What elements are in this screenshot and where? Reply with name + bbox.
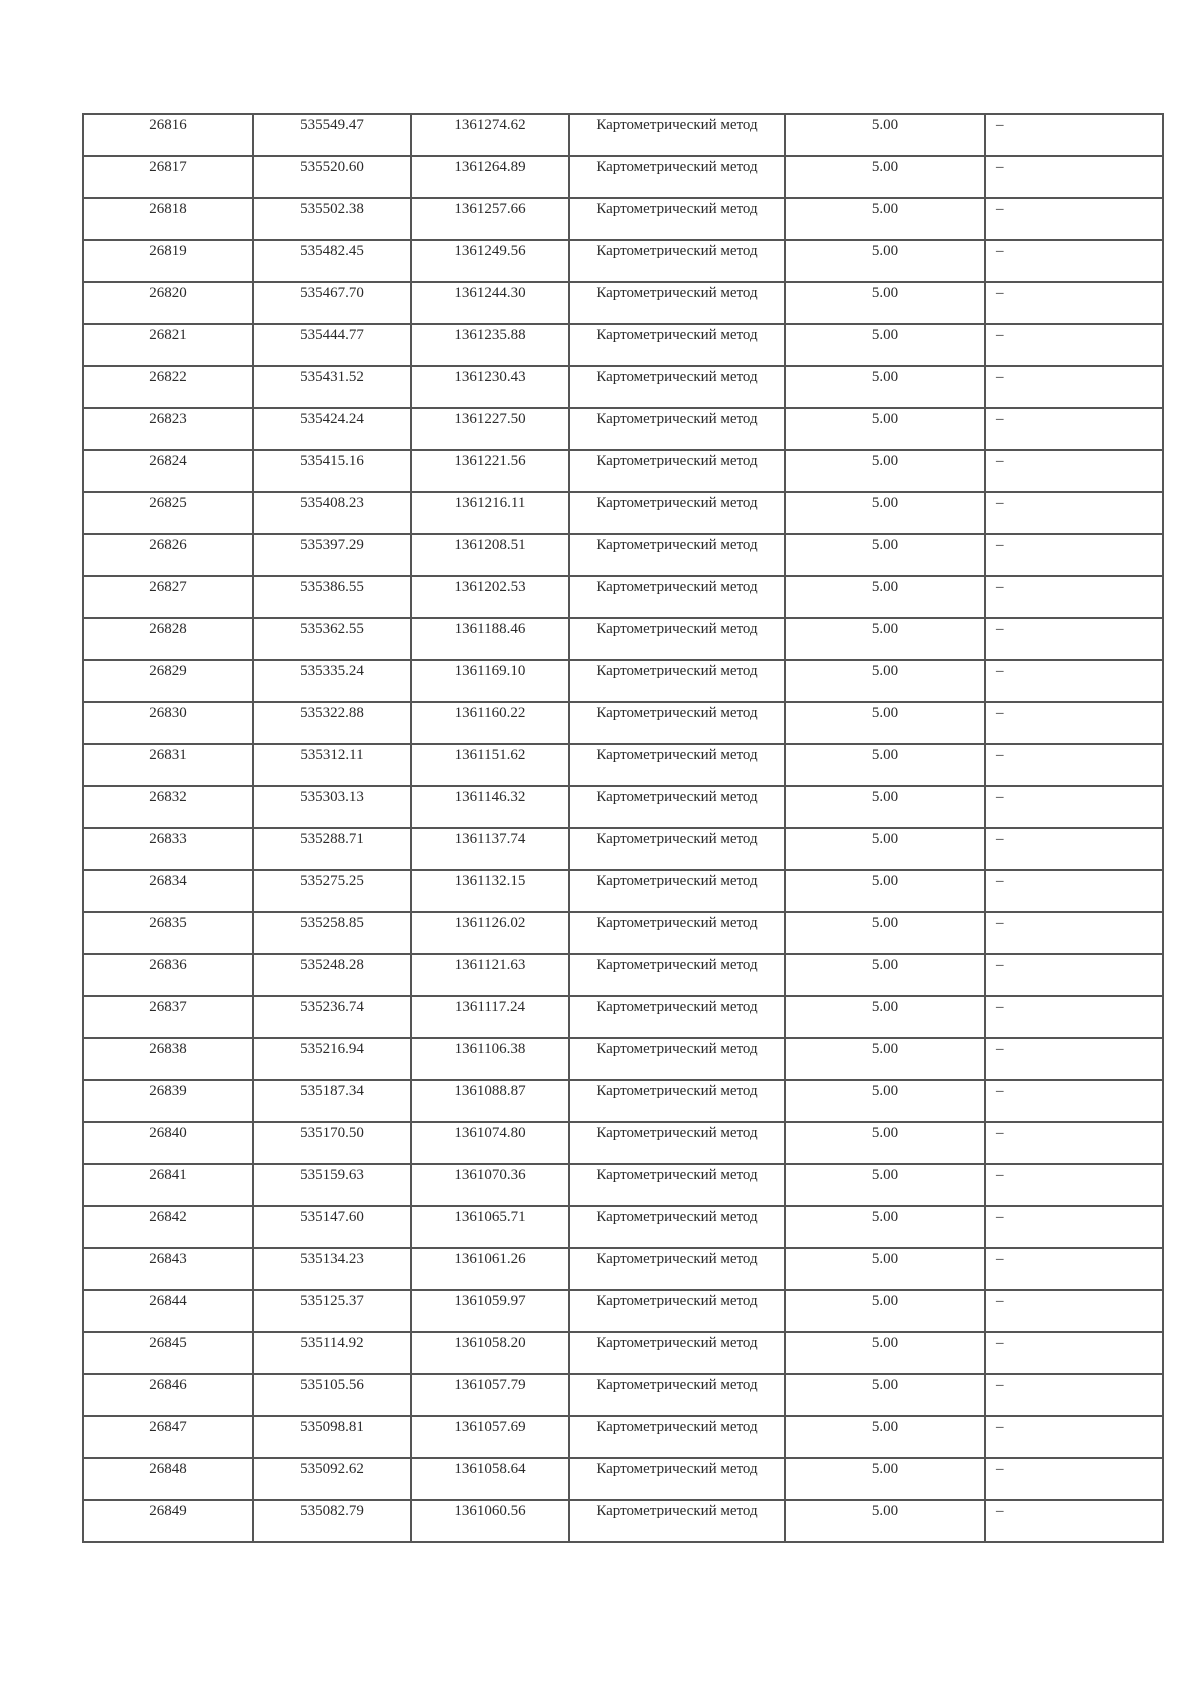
accuracy-cell: 5.00: [785, 702, 985, 744]
point-number-cell: 26816: [83, 114, 253, 156]
note-cell: –: [985, 1038, 1163, 1080]
method-cell: Картометрический метод: [569, 954, 785, 996]
point-number-cell: 26840: [83, 1122, 253, 1164]
accuracy-cell: 5.00: [785, 786, 985, 828]
point-number-cell: 26832: [83, 786, 253, 828]
table-row: [83, 366, 1163, 408]
point-number-cell: 26829: [83, 660, 253, 702]
accuracy-cell: 5.00: [785, 660, 985, 702]
y-coordinate-cell: 1361146.32: [411, 786, 569, 828]
y-coordinate-cell: 1361264.89: [411, 156, 569, 198]
y-coordinate-cell: 1361060.56: [411, 1500, 569, 1542]
y-coordinate-cell: 1361061.26: [411, 1248, 569, 1290]
accuracy-cell: 5.00: [785, 408, 985, 450]
accuracy-cell: 5.00: [785, 198, 985, 240]
y-coordinate-cell: 1361249.56: [411, 240, 569, 282]
note-cell: –: [985, 282, 1163, 324]
y-coordinate-cell: 1361160.22: [411, 702, 569, 744]
point-number-cell: 26825: [83, 492, 253, 534]
y-coordinate-cell: 1361188.46: [411, 618, 569, 660]
x-coordinate-cell: 535082.79: [253, 1500, 411, 1542]
point-number-cell: 26844: [83, 1290, 253, 1332]
method-cell: Картометрический метод: [569, 1290, 785, 1332]
accuracy-cell: 5.00: [785, 870, 985, 912]
accuracy-cell: 5.00: [785, 1038, 985, 1080]
y-coordinate-cell: 1361058.64: [411, 1458, 569, 1500]
accuracy-cell: 5.00: [785, 576, 985, 618]
table-row: [83, 240, 1163, 282]
x-coordinate-cell: 535303.13: [253, 786, 411, 828]
method-cell: Картометрический метод: [569, 450, 785, 492]
method-cell: Картометрический метод: [569, 744, 785, 786]
point-number-cell: 26849: [83, 1500, 253, 1542]
coordinates-table: [82, 113, 1164, 1543]
method-cell: Картометрический метод: [569, 366, 785, 408]
point-number-cell: 26822: [83, 366, 253, 408]
accuracy-cell: 5.00: [785, 618, 985, 660]
method-cell: Картометрический метод: [569, 1500, 785, 1542]
accuracy-cell: 5.00: [785, 156, 985, 198]
method-cell: Картометрический метод: [569, 618, 785, 660]
note-cell: –: [985, 408, 1163, 450]
table-row: [83, 1374, 1163, 1416]
point-number-cell: 26828: [83, 618, 253, 660]
note-cell: –: [985, 954, 1163, 996]
method-cell: Картометрический метод: [569, 786, 785, 828]
method-cell: Картометрический метод: [569, 1080, 785, 1122]
note-cell: –: [985, 114, 1163, 156]
table-row: [83, 1206, 1163, 1248]
method-cell: Картометрический метод: [569, 1416, 785, 1458]
x-coordinate-cell: 535335.24: [253, 660, 411, 702]
accuracy-cell: 5.00: [785, 1500, 985, 1542]
note-cell: –: [985, 1416, 1163, 1458]
note-cell: –: [985, 786, 1163, 828]
accuracy-cell: 5.00: [785, 996, 985, 1038]
method-cell: Картометрический метод: [569, 1374, 785, 1416]
x-coordinate-cell: 535397.29: [253, 534, 411, 576]
method-cell: Картометрический метод: [569, 1122, 785, 1164]
note-cell: –: [985, 744, 1163, 786]
accuracy-cell: 5.00: [785, 1458, 985, 1500]
table-row: [83, 492, 1163, 534]
method-cell: Картометрический метод: [569, 702, 785, 744]
y-coordinate-cell: 1361221.56: [411, 450, 569, 492]
point-number-cell: 26847: [83, 1416, 253, 1458]
y-coordinate-cell: 1361274.62: [411, 114, 569, 156]
point-number-cell: 26841: [83, 1164, 253, 1206]
x-coordinate-cell: 535288.71: [253, 828, 411, 870]
x-coordinate-cell: 535467.70: [253, 282, 411, 324]
point-number-cell: 26817: [83, 156, 253, 198]
x-coordinate-cell: 535258.85: [253, 912, 411, 954]
y-coordinate-cell: 1361244.30: [411, 282, 569, 324]
y-coordinate-cell: 1361088.87: [411, 1080, 569, 1122]
table-body: [83, 114, 1163, 1542]
y-coordinate-cell: 1361057.69: [411, 1416, 569, 1458]
point-number-cell: 26831: [83, 744, 253, 786]
y-coordinate-cell: 1361230.43: [411, 366, 569, 408]
y-coordinate-cell: 1361074.80: [411, 1122, 569, 1164]
point-number-cell: 26827: [83, 576, 253, 618]
x-coordinate-cell: 535248.28: [253, 954, 411, 996]
method-cell: Картометрический метод: [569, 534, 785, 576]
note-cell: –: [985, 324, 1163, 366]
y-coordinate-cell: 1361058.20: [411, 1332, 569, 1374]
x-coordinate-cell: 535408.23: [253, 492, 411, 534]
x-coordinate-cell: 535362.55: [253, 618, 411, 660]
accuracy-cell: 5.00: [785, 1164, 985, 1206]
y-coordinate-cell: 1361117.24: [411, 996, 569, 1038]
table-row: [83, 828, 1163, 870]
y-coordinate-cell: 1361208.51: [411, 534, 569, 576]
table-row: [83, 618, 1163, 660]
table-row: [83, 1038, 1163, 1080]
note-cell: –: [985, 702, 1163, 744]
table-row: [83, 870, 1163, 912]
method-cell: Картометрический метод: [569, 114, 785, 156]
method-cell: Картометрический метод: [569, 282, 785, 324]
accuracy-cell: 5.00: [785, 114, 985, 156]
accuracy-cell: 5.00: [785, 1122, 985, 1164]
table-row: [83, 702, 1163, 744]
y-coordinate-cell: 1361216.11: [411, 492, 569, 534]
method-cell: Картометрический метод: [569, 240, 785, 282]
note-cell: –: [985, 576, 1163, 618]
table-row: [83, 198, 1163, 240]
point-number-cell: 26845: [83, 1332, 253, 1374]
accuracy-cell: 5.00: [785, 240, 985, 282]
method-cell: Картометрический метод: [569, 1248, 785, 1290]
point-number-cell: 26821: [83, 324, 253, 366]
x-coordinate-cell: 535431.52: [253, 366, 411, 408]
table-row: [83, 744, 1163, 786]
note-cell: –: [985, 1122, 1163, 1164]
method-cell: Картометрический метод: [569, 1164, 785, 1206]
y-coordinate-cell: 1361202.53: [411, 576, 569, 618]
note-cell: –: [985, 1164, 1163, 1206]
point-number-cell: 26839: [83, 1080, 253, 1122]
accuracy-cell: 5.00: [785, 282, 985, 324]
point-number-cell: 26837: [83, 996, 253, 1038]
note-cell: –: [985, 366, 1163, 408]
note-cell: –: [985, 1458, 1163, 1500]
x-coordinate-cell: 535386.55: [253, 576, 411, 618]
table-row: [83, 156, 1163, 198]
point-number-cell: 26823: [83, 408, 253, 450]
y-coordinate-cell: 1361065.71: [411, 1206, 569, 1248]
point-number-cell: 26826: [83, 534, 253, 576]
y-coordinate-cell: 1361106.38: [411, 1038, 569, 1080]
x-coordinate-cell: 535424.24: [253, 408, 411, 450]
accuracy-cell: 5.00: [785, 366, 985, 408]
method-cell: Картометрический метод: [569, 576, 785, 618]
point-number-cell: 26834: [83, 870, 253, 912]
note-cell: –: [985, 534, 1163, 576]
point-number-cell: 26835: [83, 912, 253, 954]
y-coordinate-cell: 1361257.66: [411, 198, 569, 240]
table-row: [83, 282, 1163, 324]
point-number-cell: 26846: [83, 1374, 253, 1416]
method-cell: Картометрический метод: [569, 870, 785, 912]
x-coordinate-cell: 535125.37: [253, 1290, 411, 1332]
x-coordinate-cell: 535092.62: [253, 1458, 411, 1500]
accuracy-cell: 5.00: [785, 324, 985, 366]
note-cell: –: [985, 156, 1163, 198]
method-cell: Картометрический метод: [569, 828, 785, 870]
y-coordinate-cell: 1361070.36: [411, 1164, 569, 1206]
y-coordinate-cell: 1361057.79: [411, 1374, 569, 1416]
note-cell: –: [985, 450, 1163, 492]
table-row: [83, 660, 1163, 702]
accuracy-cell: 5.00: [785, 954, 985, 996]
table-row: [83, 954, 1163, 996]
x-coordinate-cell: 535549.47: [253, 114, 411, 156]
point-number-cell: 26819: [83, 240, 253, 282]
accuracy-cell: 5.00: [785, 1080, 985, 1122]
point-number-cell: 26824: [83, 450, 253, 492]
accuracy-cell: 5.00: [785, 1290, 985, 1332]
table-row: [83, 912, 1163, 954]
method-cell: Картометрический метод: [569, 1206, 785, 1248]
y-coordinate-cell: 1361227.50: [411, 408, 569, 450]
note-cell: –: [985, 1206, 1163, 1248]
x-coordinate-cell: 535520.60: [253, 156, 411, 198]
accuracy-cell: 5.00: [785, 828, 985, 870]
note-cell: –: [985, 828, 1163, 870]
accuracy-cell: 5.00: [785, 1374, 985, 1416]
table-row: [83, 1500, 1163, 1542]
method-cell: Картометрический метод: [569, 1458, 785, 1500]
x-coordinate-cell: 535105.56: [253, 1374, 411, 1416]
point-number-cell: 26830: [83, 702, 253, 744]
method-cell: Картометрический метод: [569, 1332, 785, 1374]
table-row: [83, 1248, 1163, 1290]
x-coordinate-cell: 535134.23: [253, 1248, 411, 1290]
table-row: [83, 324, 1163, 366]
y-coordinate-cell: 1361137.74: [411, 828, 569, 870]
x-coordinate-cell: 535312.11: [253, 744, 411, 786]
note-cell: –: [985, 240, 1163, 282]
x-coordinate-cell: 535482.45: [253, 240, 411, 282]
method-cell: Картометрический метод: [569, 996, 785, 1038]
note-cell: –: [985, 1248, 1163, 1290]
note-cell: –: [985, 1332, 1163, 1374]
x-coordinate-cell: 535415.16: [253, 450, 411, 492]
x-coordinate-cell: 535147.60: [253, 1206, 411, 1248]
method-cell: Картометрический метод: [569, 324, 785, 366]
point-number-cell: 26838: [83, 1038, 253, 1080]
table-row: [83, 1080, 1163, 1122]
y-coordinate-cell: 1361132.15: [411, 870, 569, 912]
point-number-cell: 26848: [83, 1458, 253, 1500]
accuracy-cell: 5.00: [785, 912, 985, 954]
point-number-cell: 26836: [83, 954, 253, 996]
x-coordinate-cell: 535114.92: [253, 1332, 411, 1374]
note-cell: –: [985, 1500, 1163, 1542]
method-cell: Картометрический метод: [569, 912, 785, 954]
table-row: [83, 1332, 1163, 1374]
x-coordinate-cell: 535322.88: [253, 702, 411, 744]
accuracy-cell: 5.00: [785, 1332, 985, 1374]
point-number-cell: 26843: [83, 1248, 253, 1290]
note-cell: –: [985, 198, 1163, 240]
table-row: [83, 114, 1163, 156]
accuracy-cell: 5.00: [785, 1416, 985, 1458]
table-row: [83, 1416, 1163, 1458]
note-cell: –: [985, 870, 1163, 912]
table-row: [83, 408, 1163, 450]
y-coordinate-cell: 1361059.97: [411, 1290, 569, 1332]
table-row: [83, 1122, 1163, 1164]
table-row: [83, 786, 1163, 828]
table-row: [83, 1164, 1163, 1206]
accuracy-cell: 5.00: [785, 492, 985, 534]
table-row: [83, 450, 1163, 492]
x-coordinate-cell: 535170.50: [253, 1122, 411, 1164]
table-row: [83, 996, 1163, 1038]
method-cell: Картометрический метод: [569, 156, 785, 198]
accuracy-cell: 5.00: [785, 1206, 985, 1248]
y-coordinate-cell: 1361121.63: [411, 954, 569, 996]
point-number-cell: 26833: [83, 828, 253, 870]
method-cell: Картометрический метод: [569, 1038, 785, 1080]
note-cell: –: [985, 912, 1163, 954]
note-cell: –: [985, 1080, 1163, 1122]
x-coordinate-cell: 535502.38: [253, 198, 411, 240]
accuracy-cell: 5.00: [785, 450, 985, 492]
table-row: [83, 1458, 1163, 1500]
x-coordinate-cell: 535098.81: [253, 1416, 411, 1458]
x-coordinate-cell: 535275.25: [253, 870, 411, 912]
method-cell: Картометрический метод: [569, 408, 785, 450]
point-number-cell: 26818: [83, 198, 253, 240]
method-cell: Картометрический метод: [569, 198, 785, 240]
x-coordinate-cell: 535159.63: [253, 1164, 411, 1206]
note-cell: –: [985, 492, 1163, 534]
note-cell: –: [985, 996, 1163, 1038]
note-cell: –: [985, 1290, 1163, 1332]
x-coordinate-cell: 535444.77: [253, 324, 411, 366]
point-number-cell: 26842: [83, 1206, 253, 1248]
x-coordinate-cell: 535236.74: [253, 996, 411, 1038]
point-number-cell: 26820: [83, 282, 253, 324]
method-cell: Картометрический метод: [569, 492, 785, 534]
accuracy-cell: 5.00: [785, 534, 985, 576]
y-coordinate-cell: 1361169.10: [411, 660, 569, 702]
table-row: [83, 1290, 1163, 1332]
y-coordinate-cell: 1361126.02: [411, 912, 569, 954]
accuracy-cell: 5.00: [785, 1248, 985, 1290]
note-cell: –: [985, 660, 1163, 702]
note-cell: –: [985, 618, 1163, 660]
table-row: [83, 534, 1163, 576]
method-cell: Картометрический метод: [569, 660, 785, 702]
table-row: [83, 576, 1163, 618]
x-coordinate-cell: 535216.94: [253, 1038, 411, 1080]
y-coordinate-cell: 1361151.62: [411, 744, 569, 786]
y-coordinate-cell: 1361235.88: [411, 324, 569, 366]
note-cell: –: [985, 1374, 1163, 1416]
accuracy-cell: 5.00: [785, 744, 985, 786]
x-coordinate-cell: 535187.34: [253, 1080, 411, 1122]
